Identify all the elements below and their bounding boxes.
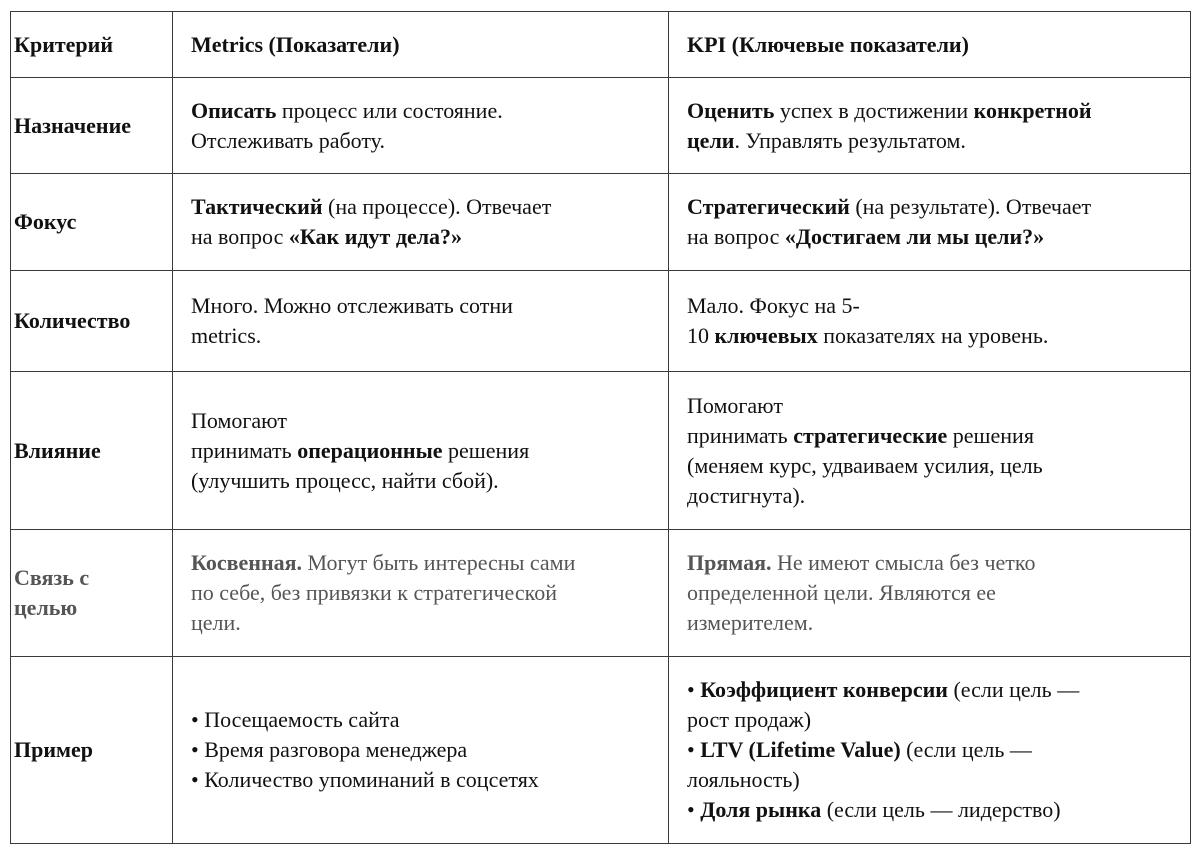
kpi-purpose-bold3: цели: [687, 127, 735, 153]
metrics-link-line1: [191, 548, 658, 578]
kpi-link-line3: измерителем.: [687, 610, 814, 635]
kpi-focus-line1: [687, 192, 1180, 222]
kpi-impact-text3: решения: [947, 422, 1034, 448]
header-metrics: Metrics (Показатели): [173, 12, 669, 78]
criterion-link-line1: Связь с: [14, 565, 90, 590]
kpi-quantity-line1: Мало. Фокус на 5-: [687, 293, 860, 318]
metrics-focus-line1: [191, 192, 658, 222]
metrics-impact-line3: (улучшить процесс, найти сбой).: [191, 467, 499, 493]
table-row-example: [11, 657, 1191, 844]
metrics-focus-text2: на вопрос: [191, 224, 289, 249]
metrics-purpose-line2: Отслеживать работу.: [191, 127, 385, 153]
metrics-focus-bold2: «Как идут дела?»: [288, 224, 463, 249]
list-item: • Количество упоминаний в соцсетях: [191, 767, 539, 792]
kpi-example-item2-cont: лояльность): [687, 767, 800, 792]
header-kpi: KPI (Ключевые показатели): [669, 12, 1191, 78]
metrics-link-text1: Могут быть интересны сами: [302, 550, 576, 575]
list-item: [687, 675, 1180, 705]
kpi-example-item2-bold: LTV (Lifetime Value): [700, 737, 901, 762]
kpi-example-cell: [669, 657, 1191, 844]
bullet-glyph: •: [687, 797, 701, 822]
kpi-impact-line2: [687, 421, 1180, 451]
list-item: [687, 735, 1180, 765]
kpi-quantity-bold: ключевых: [714, 323, 818, 348]
metrics-quantity-line2: metrics.: [191, 323, 262, 348]
metrics-example-cell: [173, 657, 669, 844]
kpi-focus-line2: [687, 222, 1180, 252]
metrics-quantity-cell: [173, 271, 669, 372]
kpi-quantity-text3: показателях на уровень.: [817, 323, 1049, 348]
kpi-example-item1-cont: рост продаж): [687, 707, 812, 732]
metrics-impact-cell: [173, 372, 669, 530]
metrics-link-line3: цели.: [191, 610, 241, 635]
kpi-quantity-line2: [687, 321, 1180, 351]
metrics-focus-bold: Тактический: [191, 194, 323, 219]
metrics-quantity-line1: Много. Можно отслеживать сотни: [191, 293, 513, 318]
kpi-purpose-line1: [687, 96, 1180, 126]
kpi-impact-line4: достигнута).: [687, 482, 806, 508]
list-item: [687, 795, 1180, 825]
kpi-link-bold: Прямая.: [687, 550, 772, 575]
kpi-purpose-line2: [687, 126, 1180, 156]
criterion-link: [11, 530, 173, 657]
kpi-link-cell: [669, 530, 1191, 657]
criterion-impact: Влияние: [11, 372, 173, 530]
kpi-focus-bold: Стратегический: [687, 194, 850, 219]
kpi-purpose-text1: успех в достижении: [774, 97, 974, 123]
kpi-link-line2: определенной цели. Являются ее: [687, 580, 996, 605]
metrics-impact-line1: Помогают: [191, 407, 287, 433]
criterion-quantity: Количество: [11, 271, 173, 372]
criterion-example: Пример: [11, 657, 173, 844]
metrics-focus-cell: [173, 174, 669, 271]
metrics-link-line2: по себе, без привязки к стратегической: [191, 580, 557, 605]
kpi-purpose-cell: [669, 78, 1191, 174]
kpi-impact-cell: [669, 372, 1191, 530]
criterion-purpose: Назначение: [11, 78, 173, 174]
list-item: • Посещаемость сайта: [191, 707, 400, 732]
kpi-link-line1: [687, 548, 1180, 578]
list-item: • Время разговора менеджера: [191, 737, 468, 762]
metrics-purpose-bold: Описать: [191, 97, 277, 123]
metrics-link-bold: Косвенная.: [191, 550, 303, 575]
kpi-link-text1: Не имеют смысла без четко: [771, 550, 1036, 575]
kpi-example-item3-bold: Доля рынка: [700, 797, 822, 822]
kpi-purpose-text2: . Управлять результатом.: [734, 127, 966, 153]
kpi-quantity-text2: 10: [687, 323, 715, 348]
metrics-focus-line2: [191, 222, 658, 252]
comparison-table: [10, 11, 1191, 844]
kpi-impact-line3: (меняем курс, удваиваем усилия, цель: [687, 452, 1043, 478]
bullet-glyph: •: [687, 677, 701, 702]
kpi-purpose-bold1: Оценить: [687, 97, 775, 123]
kpi-quantity-cell: [669, 271, 1191, 372]
table-row-purpose: [11, 78, 1191, 174]
metrics-purpose-cell: [173, 78, 669, 174]
kpi-impact-bold: стратегические: [793, 422, 948, 448]
kpi-example-list: [687, 675, 1180, 825]
table-row-focus: [11, 174, 1191, 271]
criterion-link-line2: целью: [14, 595, 78, 620]
kpi-purpose-bold2: конкретной: [973, 97, 1092, 123]
metrics-focus-text1: (на процессе). Отвечает: [322, 194, 552, 219]
metrics-purpose-text1: процесс или состояние.: [276, 97, 503, 123]
kpi-impact-line1: Помогают: [687, 392, 783, 418]
table-row-link: [11, 530, 1191, 657]
metrics-impact-text3: решения: [442, 437, 530, 463]
metrics-purpose-line1: [191, 96, 658, 126]
kpi-focus-cell: [669, 174, 1191, 271]
metrics-link-cell: [173, 530, 669, 657]
kpi-example-item3-text: (если цель — лидерство): [821, 797, 1061, 822]
kpi-focus-text1: (на результате). Отвечает: [849, 194, 1092, 219]
table-row-quantity: [11, 271, 1191, 372]
metrics-impact-text2: принимать: [191, 437, 298, 463]
metrics-impact-line2: [191, 436, 658, 466]
table-header-row: [11, 12, 1191, 78]
table-row-impact: [11, 372, 1191, 530]
metrics-example-list: [191, 705, 658, 795]
kpi-impact-text2: принимать: [687, 422, 794, 448]
kpi-example-item1-bold: Коэффициент конверсии: [700, 677, 948, 702]
kpi-focus-bold2: «Достигаем ли мы цели?»: [784, 224, 1045, 249]
kpi-example-item2-text: (если цель —: [900, 737, 1032, 762]
bullet-glyph: •: [687, 737, 701, 762]
criterion-focus: Фокус: [11, 174, 173, 271]
metrics-impact-bold: операционные: [297, 437, 443, 463]
kpi-example-item1-text: (если цель —: [947, 677, 1080, 702]
kpi-focus-text2: на вопрос: [687, 224, 785, 249]
header-criterion: Критерий: [11, 12, 173, 78]
